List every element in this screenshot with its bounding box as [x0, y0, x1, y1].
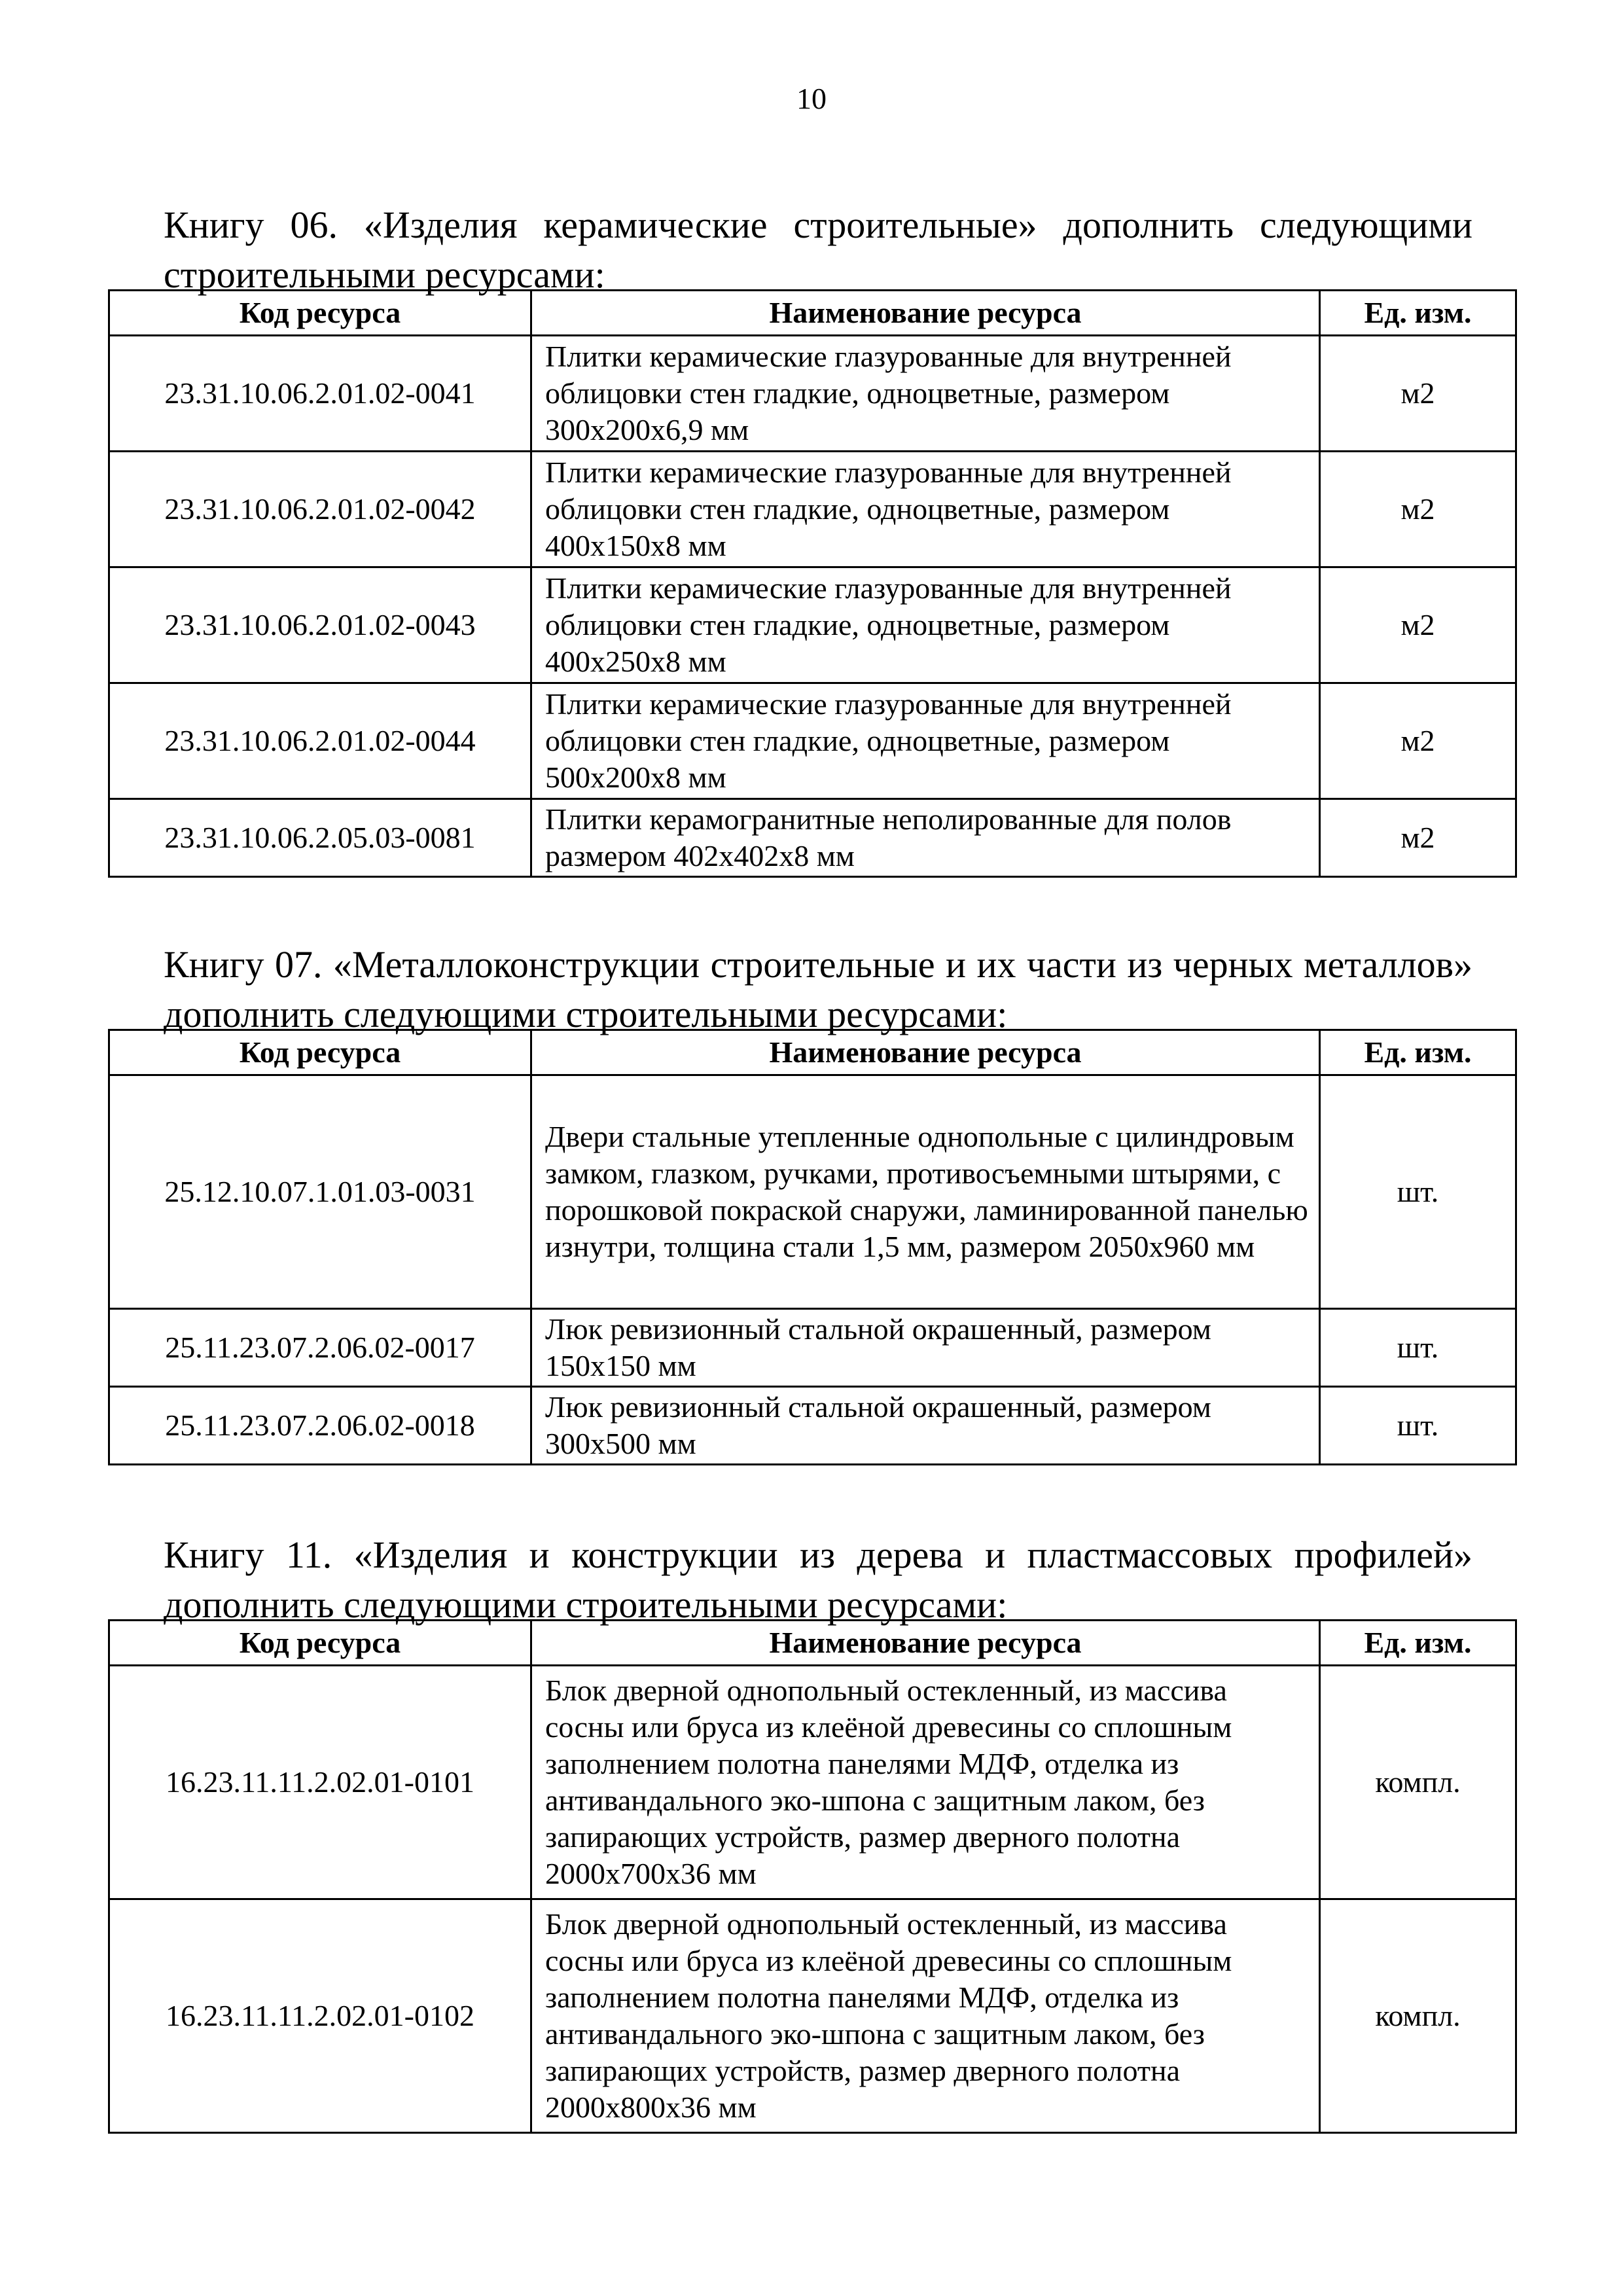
- resource-unit: м2: [1320, 799, 1516, 877]
- table-row: [109, 799, 1516, 877]
- resource-code: 23.31.10.06.2.01.02-0043: [109, 567, 531, 683]
- table-row: [109, 452, 1516, 567]
- resource-code: 23.31.10.06.2.01.02-0042: [109, 452, 531, 567]
- table-row: [109, 1075, 1516, 1309]
- header-code: Код ресурса: [109, 291, 531, 336]
- resource-name: Плитки керамические глазурованные для внутренней облицовки стен гладкие, одноцветные, размером 400х150х8 мм: [531, 452, 1320, 567]
- header-unit: Ед. изм.: [1320, 291, 1516, 336]
- table-row: [109, 1309, 1516, 1387]
- resource-name: Плитки керамические глазурованные для внутренней облицовки стен гладкие, одноцветные, размером 500х200х8 мм: [531, 683, 1320, 799]
- table-row: [109, 567, 1516, 683]
- table-row: [109, 1666, 1516, 1899]
- section-intro-book-06: Книгу 06. «Изделия керамические строительные» дополнить следующими строительными ресурсами:: [164, 204, 1472, 296]
- table-row: [109, 336, 1516, 452]
- resource-table-book-06: [108, 289, 1517, 878]
- resource-code: 16.23.11.11.2.02.01-0102: [109, 1899, 531, 2133]
- resource-unit: компл.: [1320, 1666, 1516, 1899]
- resource-name: Плитки керамические глазурованные для внутренней облицовки стен гладкие, одноцветные, размером 400х250х8 мм: [531, 567, 1320, 683]
- resource-unit: шт.: [1320, 1309, 1516, 1387]
- resource-table-book-11: [108, 1619, 1517, 2134]
- header-unit: Ед. изм.: [1320, 1621, 1516, 1666]
- resource-unit: м2: [1320, 336, 1516, 452]
- resource-unit: м2: [1320, 567, 1516, 683]
- table-header-row: [109, 1030, 1516, 1075]
- resource-name: Люк ревизионный стальной окрашенный, размером 150х150 мм: [531, 1309, 1320, 1387]
- resource-unit: м2: [1320, 452, 1516, 567]
- table-row: [109, 1899, 1516, 2133]
- header-unit: Ед. изм.: [1320, 1030, 1516, 1075]
- resource-name: Люк ревизионный стальной окрашенный, размером 300х500 мм: [531, 1387, 1320, 1465]
- resource-code: 25.12.10.07.1.01.03-0031: [109, 1075, 531, 1309]
- resource-name: Блок дверной однопольный остекленный, из массива сосны или бруса из клеёной древесины со сплошным заполнением полотна панелями МДФ, отделка из антивандального эко-шпона с защитным лаком, без запирающих устройств, размер дверного полотна 2000х700х36 мм: [531, 1666, 1320, 1899]
- resource-code: 23.31.10.06.2.05.03-0081: [109, 799, 531, 877]
- header-code: Код ресурса: [109, 1030, 531, 1075]
- resource-code: 25.11.23.07.2.06.02-0018: [109, 1387, 531, 1465]
- resource-code: 16.23.11.11.2.02.01-0101: [109, 1666, 531, 1899]
- section-intro-book-11: Книгу 11. «Изделия и конструкции из дерева и пластмассовых профилей» дополнить следующими строительными ресурсами:: [164, 1534, 1472, 1626]
- resource-code: 25.11.23.07.2.06.02-0017: [109, 1309, 531, 1387]
- table-header-row: [109, 1621, 1516, 1666]
- header-code: Код ресурса: [109, 1621, 531, 1666]
- section-intro-book-07: Книгу 07. «Металлоконструкции строительные и их части из черных металлов» дополнить следующими строительными ресурсами:: [164, 943, 1472, 1035]
- resource-name: Блок дверной однопольный остекленный, из массива сосны или бруса из клеёной древесины со сплошным заполнением полотна панелями МДФ, отделка из антивандального эко-шпона с защитным лаком, без запирающих устройств, размер дверного полотна 2000х800х36 мм: [531, 1899, 1320, 2133]
- header-name: Наименование ресурса: [531, 1030, 1320, 1075]
- header-name: Наименование ресурса: [531, 291, 1320, 336]
- resource-name: Плитки керамогранитные неполированные для полов размером 402х402х8 мм: [531, 799, 1320, 877]
- resource-unit: компл.: [1320, 1899, 1516, 2133]
- header-name: Наименование ресурса: [531, 1621, 1320, 1666]
- resource-code: 23.31.10.06.2.01.02-0044: [109, 683, 531, 799]
- resource-unit: шт.: [1320, 1387, 1516, 1465]
- resource-table-book-07: [108, 1029, 1517, 1465]
- resource-name: Двери стальные утепленные однопольные с цилиндровым замком, глазком, ручками, противосъемными штырями, с порошковой покраской снаружи, ламинированной панелью изнутри, толщина стали 1,5 мм, размером 2050х960 мм: [531, 1075, 1320, 1309]
- table-row: [109, 1387, 1516, 1465]
- resource-unit: шт.: [1320, 1075, 1516, 1309]
- resource-unit: м2: [1320, 683, 1516, 799]
- table-row: [109, 683, 1516, 799]
- table-header-row: [109, 291, 1516, 336]
- page-number: 10: [796, 82, 827, 115]
- resource-code: 23.31.10.06.2.01.02-0041: [109, 336, 531, 452]
- resource-name: Плитки керамические глазурованные для внутренней облицовки стен гладкие, одноцветные, размером 300х200х6,9 мм: [531, 336, 1320, 452]
